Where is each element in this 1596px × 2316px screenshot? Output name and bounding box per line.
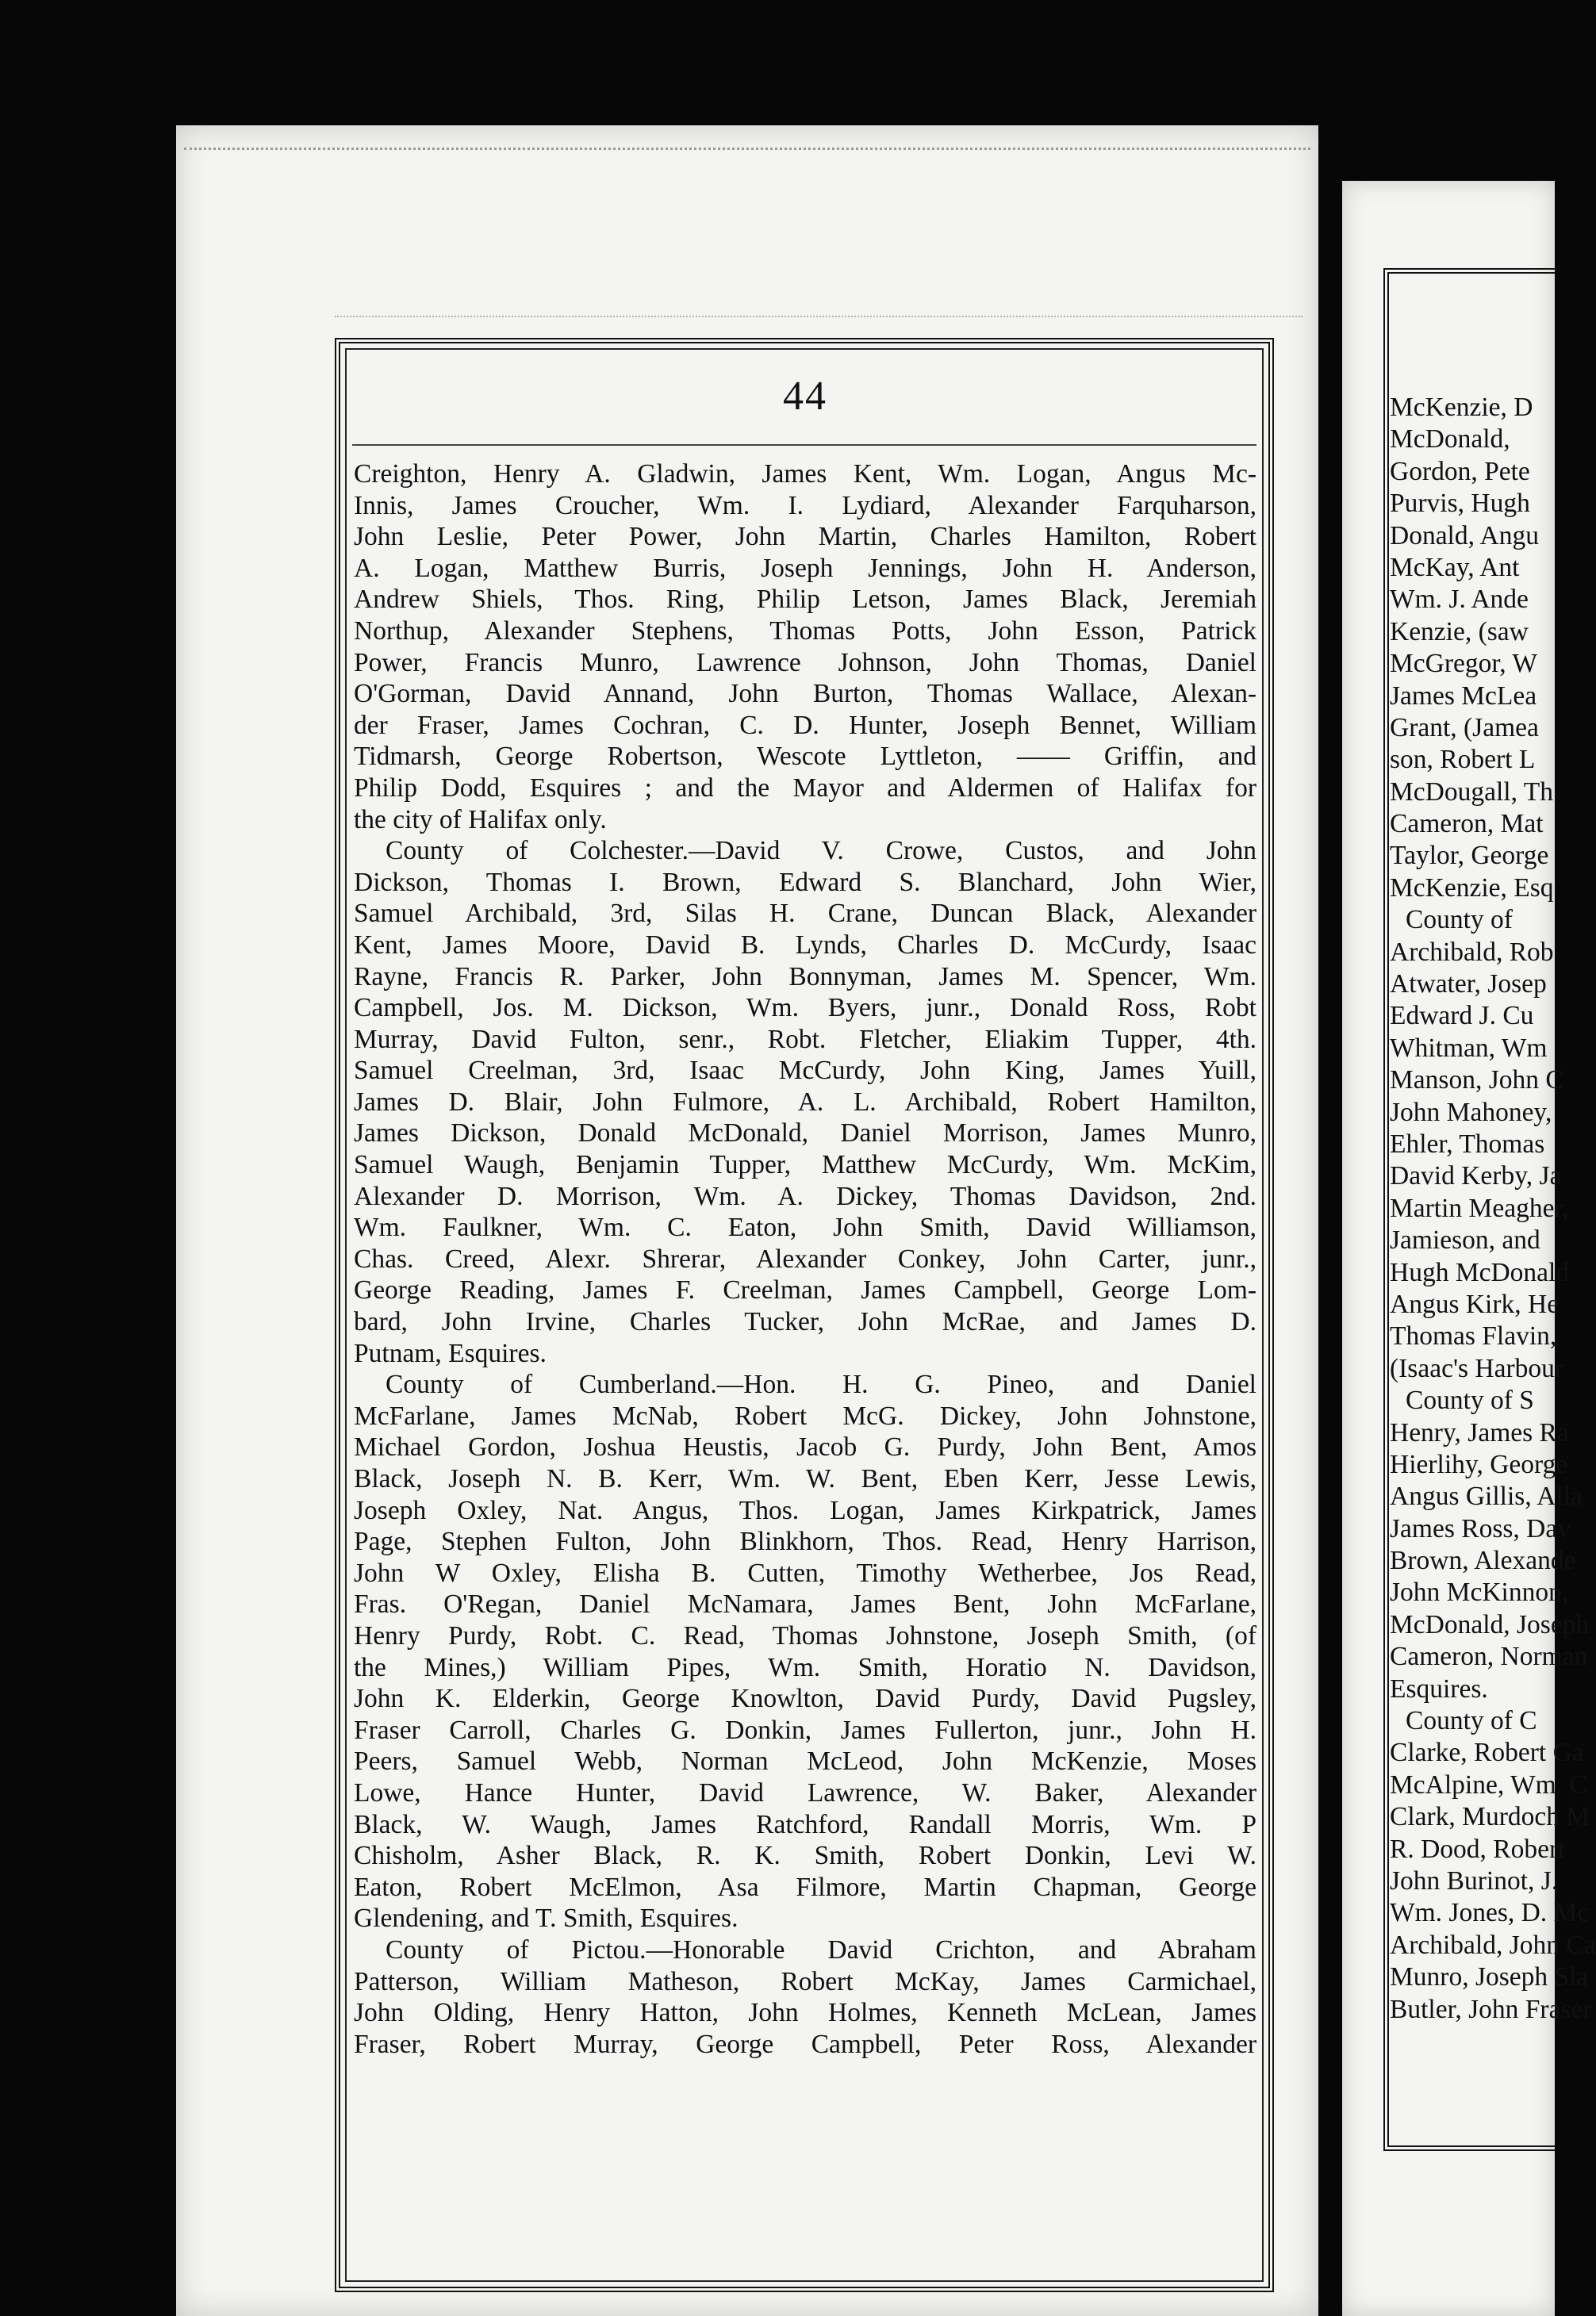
page-edge-dots-lower [335,316,1303,322]
text-line: Black, Joseph N. B. Kerr, Wm. W. Bent, Eben Kerr, Jesse Lewis, [354,1464,1256,1494]
text-line: John Mahoney, [1390,1097,1552,1127]
text-line: Wm. Jones, D. Mc [1390,1898,1590,1928]
text-line: Innis, James Croucher, Wm. I. Lydiard, Alexander Farquharson, [354,490,1256,520]
text-line: the city of Halifax only. [354,804,607,834]
text-line: Angus Gillis, Alla [1390,1482,1583,1512]
text-line: Power, Francis Munro, Lawrence Johnson, John Thomas, Daniel [354,647,1256,677]
text-line: McGregor, W [1390,649,1537,679]
text-line: Whitman, Wm [1390,1033,1548,1063]
text-line: John Burinot, J. [1390,1865,1559,1896]
text-line: Purvis, Hugh [1390,489,1530,519]
text-line: James Ross, Dav [1390,1513,1571,1543]
text-line: Joseph Oxley, Nat. Angus, Thos. Logan, James Kirkpatrick, James [354,1495,1256,1525]
text-line: Putnam, Esquires. [354,1338,547,1368]
text-line: Peers, Samuel Webb, Norman McLeod, John McKenzie, Moses [354,1747,1256,1777]
text-line: Clarke, Robert Ga [1390,1738,1584,1768]
text-line: Gordon, Pete [1390,456,1530,486]
text-line: Ehler, Thomas [1390,1129,1545,1159]
text-line: Brown, Alexande [1390,1546,1576,1576]
text-line: Northup, Alexander Stephens, Thomas Potts, John Esson, Patrick [354,615,1256,646]
text-line: John Olding, Henry Hatton, John Holmes, Kenneth McLean, James [354,1998,1256,2028]
text-line: Butler, John Fraser [1390,1994,1592,2024]
text-line: Alexander D. Morrison, Wm. A. Dickey, Thomas Davidson, 2nd. [354,1181,1256,1211]
text-line: Clark, Murdoch M [1390,1802,1590,1832]
text-line: Fraser, Robert Murray, George Campbell, Peter Ross, Alexander [354,2029,1256,2059]
text-line: Thomas Flavin, [1390,1321,1557,1352]
text-line: Kenzie, (saw [1390,616,1529,646]
right-page-text [1390,392,1596,2026]
left-page-text [354,458,1256,2060]
text-line: Samuel Waugh, Benjamin Tupper, Matthew McCurdy, Wm. McKim, [354,1150,1256,1180]
text-line: Donald, Angu [1390,520,1539,550]
text-line: James McLea [1390,681,1537,711]
text-line: (Isaac's Harbour [1390,1353,1564,1383]
text-line: John K. Elderkin, George Knowlton, David Purdy, David Pugsley, [354,1684,1256,1714]
text-line: Archibald, Rob [1390,937,1554,967]
text-line: McKenzie, D [1390,393,1533,422]
text-line: Wm. Faulkner, Wm. C. Eaton, John Smith, David Williamson, [354,1213,1256,1243]
text-line: McDonald, [1390,424,1510,454]
text-line: McDougall, Th [1390,776,1553,807]
text-line: Henry Purdy, Robt. C. Read, Thomas Johnstone, Joseph Smith, (of [354,1620,1256,1651]
text-line: Kent, James Moore, David B. Lynds, Charles D. McCurdy, Isaac [354,930,1256,960]
text-line: Grant, (Jamea [1390,712,1539,742]
text-line: Eaton, Robert McElmon, Asa Filmore, Martin Chapman, George [354,1872,1256,1902]
text-line: Fraser Carroll, Charles G. Donkin, James Fullerton, junr., John H. [354,1715,1256,1745]
text-line: R. Dood, Robert [1390,1834,1566,1864]
text-line: O'Gorman, David Annand, John Burton, Thomas Wallace, Alexan- [354,679,1256,709]
text-line: Rayne, Francis R. Parker, John Bonnyman, James M. Spencer, Wm. [354,961,1256,991]
text-line: John Leslie, Peter Power, John Martin, Charles Hamilton, Robert [354,522,1256,552]
text-line: Jamieson, and [1390,1225,1540,1256]
text-line: Edward J. Cu [1390,1001,1534,1031]
section-heading-line: County of Colchester.—David V. Crowe, Custos, and John [386,836,1256,866]
text-line: James Dickson, Donald McDonald, Daniel Morrison, James Munro, [354,1118,1256,1148]
text-line: Dickson, Thomas I. Brown, Edward S. Blanchard, John Wier, [354,867,1256,897]
text-line: the Mines,) William Pipes, Wm. Smith, Horatio N. Davidson, [354,1652,1256,1682]
page-edge-dots [184,148,1310,158]
text-line: Chas. Creed, Alexr. Shrerar, Alexander Conkey, John Carter, junr., [354,1244,1256,1274]
section-heading-line: County of [1406,905,1513,935]
header-rule [352,444,1256,446]
page-number: 44 [783,374,827,419]
section-heading-line: County of C [1406,1706,1537,1736]
text-line: Samuel Archibald, 3rd, Silas H. Crane, Duncan Black, Alexander [354,899,1256,929]
text-line: Taylor, George [1390,841,1549,871]
text-line: Fras. O'Regan, Daniel McNamara, James Bent, John McFarlane, [354,1589,1256,1620]
text-line: David Kerby, Ja [1390,1161,1562,1191]
text-line: McKay, Ant [1390,552,1520,582]
text-line: Hugh McDonald [1390,1257,1570,1287]
text-line: John W Oxley, Elisha B. Cutten, Timothy Wetherbee, Jos Read, [354,1558,1256,1588]
text-line: der Fraser, James Cochran, C. D. Hunter, Joseph Bennet, William [354,710,1256,740]
text-line: Archibald, John Ca [1390,1930,1596,1960]
text-line: George Reading, James F. Creelman, James Campbell, George Lom- [354,1275,1256,1306]
text-line: Cameron, Norman [1390,1642,1588,1672]
text-line: Atwater, Josep [1390,969,1547,999]
text-line: McAlpine, Wm. C [1390,1770,1587,1800]
text-line: Tidmarsh, George Robertson, Wescote Lyttleton, —— Griffin, and [354,742,1256,772]
text-line: Cameron, Mat [1390,809,1544,839]
text-line: Samuel Creelman, 3rd, Isaac McCurdy, John King, James Yuill, [354,1056,1256,1086]
text-line: McDonald, Joseph [1390,1609,1590,1639]
text-line: Manson, John C [1390,1065,1563,1095]
text-line: McKenzie, Esq [1390,872,1554,903]
text-line: Philip Dodd, Esquires ; and the Mayor and Aldermen of Halifax for [354,773,1256,803]
text-line: Andrew Shiels, Thos. Ring, Philip Letson, James Black, Jeremiah [354,585,1256,615]
section-heading-line: County of Cumberland.—Hon. H. G. Pineo, and Daniel [386,1370,1256,1400]
text-line: Patterson, William Matheson, Robert McKay, James Carmichael, [354,1966,1256,1996]
text-line: bard, John Irvine, Charles Tucker, John McRae, and James D. [354,1307,1256,1337]
text-line: Lowe, Hance Hunter, David Lawrence, W. Baker, Alexander [354,1777,1256,1808]
text-line: Munro, Joseph Sla [1390,1962,1589,1992]
text-line: Glendening, and T. Smith, Esquires. [354,1904,739,1934]
text-line: John McKinnon, [1390,1578,1569,1608]
text-line: Page, Stephen Fulton, John Blinkhorn, Thos. Read, Henry Harrison, [354,1527,1256,1557]
text-line: James D. Blair, John Fulmore, A. L. Archibald, Robert Hamilton, [354,1087,1256,1117]
text-line: Martin Meagher, [1390,1193,1569,1223]
section-heading-line: County of Pictou.—Honorable David Crichton, and Abraham [386,1934,1256,1965]
text-line: Henry, James Ra [1390,1417,1569,1448]
text-line: Michael Gordon, Joshua Heustis, Jacob G. Purdy, John Bent, Amos [354,1432,1256,1463]
text-line: Murray, David Fulton, senr., Robt. Fletcher, Eliakim Tupper, 4th. [354,1024,1256,1054]
text-line: Angus Kirk, He [1390,1289,1560,1319]
text-line: Black, W. Waugh, James Ratchford, Randall Morris, Wm. P [354,1809,1256,1839]
text-line: son, Robert L [1390,745,1536,775]
text-line: Creighton, Henry A. Gladwin, James Kent, Wm. Logan, Angus Mc- [354,459,1256,489]
text-line: McFarlane, James McNab, Robert McG. Dickey, John Johnstone, [354,1401,1256,1431]
text-line: Hierlihy, George [1390,1449,1568,1479]
text-line: Esquires. [1390,1674,1488,1704]
text-line: Wm. J. Ande [1390,585,1529,615]
text-line: A. Logan, Matthew Burris, Joseph Jennings, John H. Anderson, [354,553,1256,583]
section-heading-line: County of S [1406,1386,1534,1416]
text-line: Campbell, Jos. M. Dickson, Wm. Byers, junr., Donald Ross, Robt [354,993,1256,1023]
text-line: Chisholm, Asher Black, R. K. Smith, Robert Donkin, Levi W. [354,1841,1256,1871]
